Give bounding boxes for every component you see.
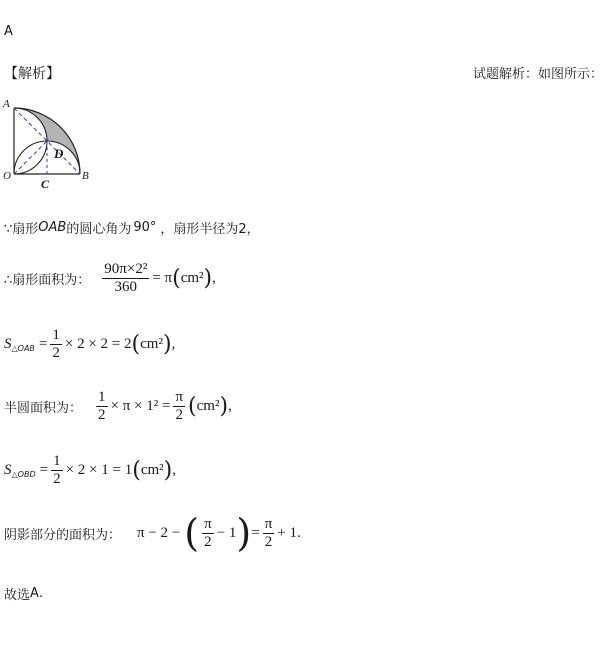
label-C: C: [41, 177, 50, 191]
expression: − 1: [216, 524, 237, 541]
unit: cm²: [180, 270, 204, 286]
sector-name: OAB: [38, 220, 67, 235]
area-subscript: △OBD: [11, 470, 36, 479]
denominator: 360: [114, 279, 138, 295]
numerator: π: [264, 515, 273, 532]
numerator: 90π×2²: [104, 261, 148, 277]
denominator: 2: [98, 407, 106, 423]
conclusion-letter: A: [30, 586, 39, 601]
expression: × 2 × 2 = 2: [64, 336, 132, 352]
fraction: [96, 390, 108, 423]
sector-area-formula: ∴扇形面积为： $\frac{\text{90π×2²}}{360}$ = π ( cm² ) ,: [4, 261, 216, 295]
statement-text: ，扇形半径为2，: [160, 222, 260, 237]
denominator: 2: [52, 345, 60, 361]
angle-value: 90°: [133, 220, 157, 235]
sector-angle-statement: [4, 218, 260, 237]
unit: cm²: [196, 398, 220, 414]
fraction: [51, 454, 63, 487]
punctuation: ,: [172, 462, 176, 478]
area-symbol: S: [4, 336, 12, 352]
unit: cm²: [140, 462, 164, 478]
label-B: B: [82, 170, 89, 182]
label-D: D: [54, 146, 64, 161]
formula-label: ∴扇形面积为：: [4, 273, 91, 288]
numerator: 1: [53, 453, 61, 469]
area-symbol: S: [4, 462, 12, 478]
formula-label: 半圆面积为：: [4, 401, 83, 416]
equals: =: [38, 336, 48, 352]
analysis-intro: 试题解析：如图所示：: [472, 67, 603, 82]
statement-text: 的圆心角为: [66, 222, 132, 237]
numerator: π: [175, 389, 184, 405]
shaded-area-formula: 阴影部分的面积为： π − 2 − ( $\frac{\pi}{2}$ − 1 ) = $\frac{\pi}{2}$ + 1.: [4, 511, 301, 555]
fraction: [102, 262, 149, 295]
denominator: 2: [175, 407, 183, 423]
conclusion: [4, 584, 43, 603]
numerator: π: [204, 515, 212, 532]
expression: π − 2 −: [137, 524, 181, 541]
triangle-obd-area: S △OBD = $\frac{1}{2}$ × 2 × 1 = 1 ( cm² ) ,: [4, 453, 176, 487]
denominator: 2: [264, 533, 273, 550]
answer-letter: A: [4, 24, 13, 39]
equals-pi: = π: [152, 270, 173, 286]
denominator: 2: [53, 471, 61, 487]
geometry-figure: [0, 96, 100, 192]
unit: cm²: [140, 336, 163, 352]
statement-text: ∵扇形: [4, 222, 39, 237]
punctuation: ,: [212, 270, 216, 286]
expression: + 1.: [277, 524, 301, 541]
formula-label: 阴影部分的面积为：: [4, 527, 122, 543]
denominator: 2: [204, 533, 212, 550]
expression: × π × 1² =: [110, 398, 171, 414]
equals: =: [39, 462, 49, 478]
fraction: [263, 517, 275, 550]
analysis-tag: 【解析】: [4, 66, 60, 82]
punctuation: ,: [228, 398, 232, 414]
equals: =: [251, 524, 260, 541]
numerator: 1: [98, 389, 106, 405]
area-subscript: △OAB: [11, 344, 35, 353]
label-O: O: [3, 170, 11, 182]
fraction: [173, 390, 185, 423]
label-A: A: [3, 98, 10, 110]
punctuation: ,: [171, 336, 176, 352]
numerator: 1: [52, 327, 60, 343]
triangle-oab-area: S △OAB = $\frac{1}{2}$ × 2 × 2 = 2 ( cm² ) ,: [4, 327, 176, 361]
punctuation: .: [38, 586, 44, 601]
conclusion-text: 故选: [4, 588, 31, 603]
expression: × 2 × 1 = 1: [65, 462, 133, 478]
fraction: [202, 517, 214, 550]
semicircle-area-formula: 半圆面积为： $\frac{1}{2}$ × π × 1² = $\frac{\pi}{2}$ ( cm² ) ,: [4, 389, 232, 423]
fraction: [50, 328, 62, 361]
